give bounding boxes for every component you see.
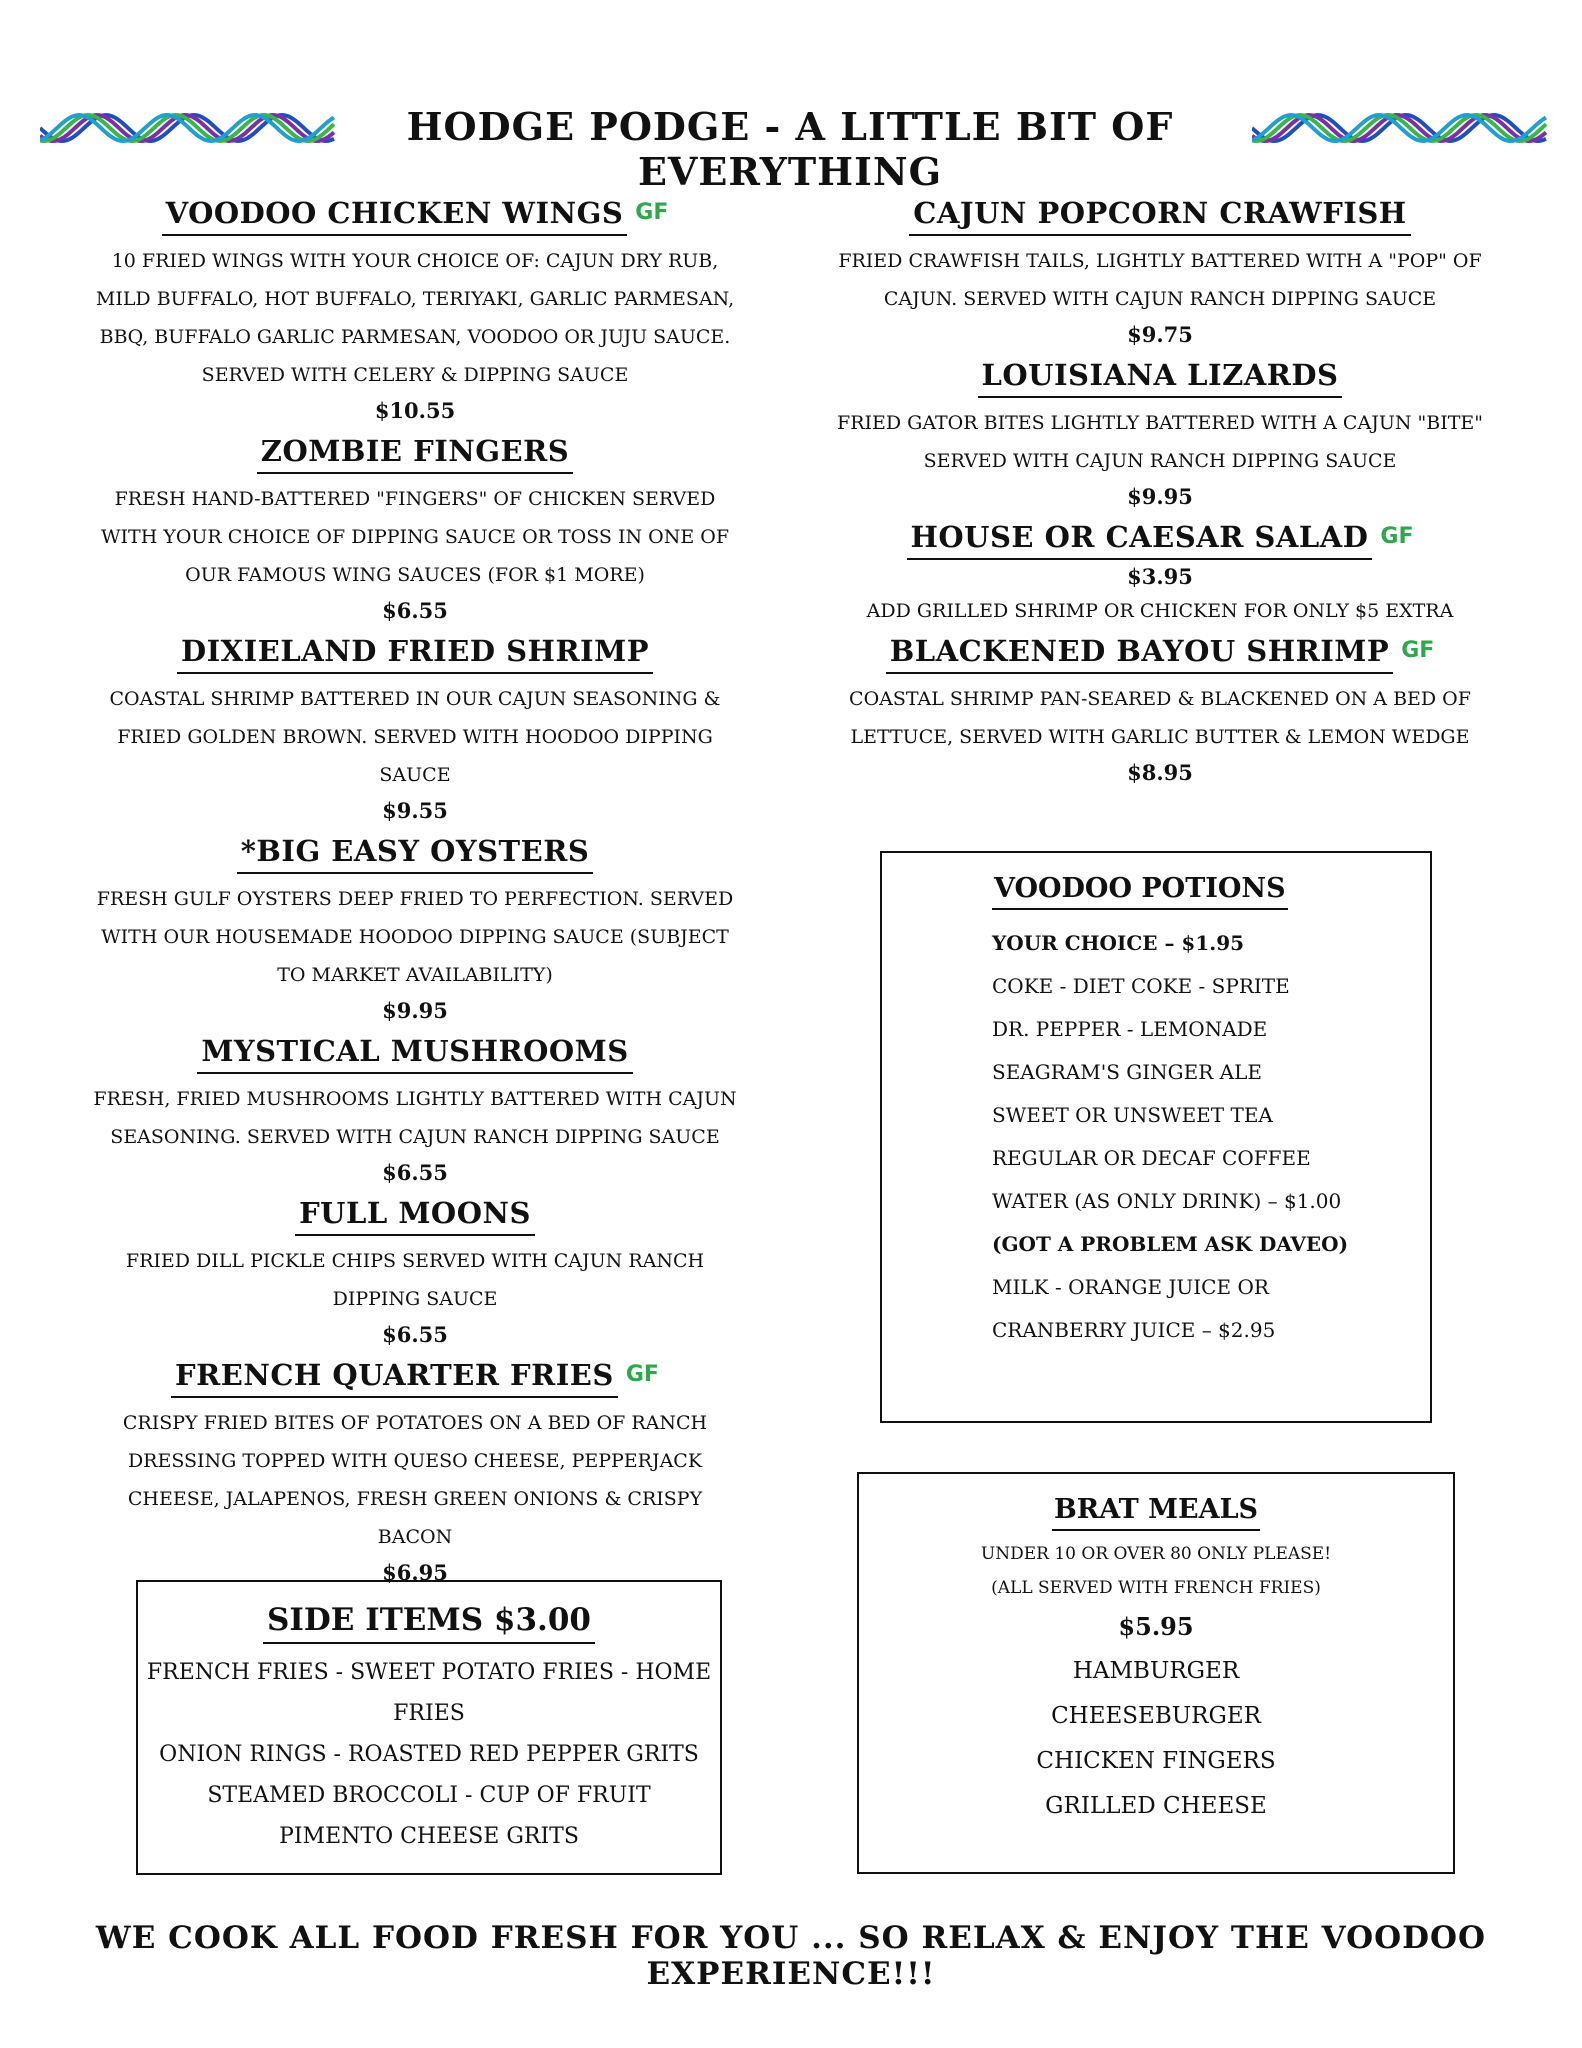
potion-line: DR. PEPPER - LEMONADE bbox=[992, 1017, 1268, 1041]
side-item-line: ONION RINGS - ROASTED RED PEPPER GRITS bbox=[159, 1742, 699, 1767]
menu-item bbox=[830, 520, 1490, 628]
side-item-line: STEAMED BROCCOLI - CUP OF FRUIT bbox=[207, 1783, 651, 1808]
brat-meal-item: HAMBURGER bbox=[1072, 1658, 1240, 1684]
menu-item bbox=[830, 358, 1490, 514]
item-title: BLACKENED BAYOU SHRIMP bbox=[886, 634, 1393, 674]
menu-item bbox=[85, 834, 745, 1028]
item-price: $6.55 bbox=[382, 1322, 448, 1347]
side-item-line: PIMENTO CHEESE GRITS bbox=[279, 1824, 579, 1849]
item-title: *BIG EASY OYSTERS bbox=[237, 834, 594, 874]
item-title: LOUISIANA LIZARDS bbox=[978, 358, 1343, 398]
item-price: $9.95 bbox=[1127, 484, 1193, 509]
item-description: CRISPY FRIED BITES OF POTATOES ON A BED OF RANCH DRESSING TOPPED WITH QUESO CHEESE, PEPPERJACK CHEESE, JALAPENOS, FRESH GREEN ONIONS & CRISPY BACON bbox=[122, 1412, 708, 1548]
potion-line: (GOT A PROBLEM ASK DAVEO) bbox=[992, 1232, 1349, 1256]
potion-line: COKE - DIET COKE - SPRITE bbox=[992, 974, 1290, 998]
voodoo-potions-title: VOODOO POTIONS bbox=[992, 873, 1288, 910]
item-description: FRESH, FRIED MUSHROOMS LIGHTLY BATTERED WITH CAJUN SEASONING. SERVED WITH CAJUN RANCH DIPPING SAUCE bbox=[93, 1088, 737, 1148]
gluten-free-badge: GF bbox=[635, 200, 669, 225]
item-description: 10 FRIED WINGS WITH YOUR CHOICE OF: CAJUN DRY RUB, MILD BUFFALO, HOT BUFFALO, TERIYAKI, GARLIC PARMESAN, BBQ, BUFFALO GARLIC PARMESAN, VOODOO OR JUJU SAUCE. SERVED WITH CELERY & DIPPING SAUCE bbox=[95, 250, 735, 386]
item-price: $3.95 bbox=[1127, 564, 1193, 589]
potion-line: SWEET OR UNSWEET TEA bbox=[992, 1103, 1273, 1127]
item-description: FRESH GULF OYSTERS DEEP FRIED TO PERFECTION. SERVED WITH OUR HOUSEMADE HOODOO DIPPING SAUCE (SUBJECT TO MARKET AVAILABILITY) bbox=[96, 888, 734, 986]
potion-line: YOUR CHOICE – $1.95 bbox=[992, 931, 1245, 955]
item-description: FRIED CRAWFISH TAILS, LIGHTLY BATTERED WITH A "POP" OF CAJUN. SERVED WITH CAJUN RANCH DIPPING SAUCE bbox=[838, 250, 1482, 310]
gluten-free-badge: GF bbox=[625, 1362, 659, 1387]
potion-line: REGULAR OR DECAF COFFEE bbox=[992, 1146, 1311, 1170]
item-description: FRIED GATOR BITES LIGHTLY BATTERED WITH A CAJUN "BITE" SERVED WITH CAJUN RANCH DIPPING SAUCE bbox=[837, 412, 1483, 472]
item-description: FRIED DILL PICKLE CHIPS SERVED WITH CAJUN RANCH DIPPING SAUCE bbox=[125, 1250, 705, 1310]
gluten-free-badge: GF bbox=[1380, 524, 1414, 549]
gluten-free-badge: GF bbox=[1401, 638, 1435, 663]
item-price: $10.55 bbox=[374, 398, 456, 423]
item-price: $6.55 bbox=[382, 598, 448, 623]
menu-item bbox=[830, 196, 1490, 352]
item-price: $9.95 bbox=[382, 998, 448, 1023]
item-price: $8.95 bbox=[1127, 760, 1193, 785]
potion-line: WATER (AS ONLY DRINK) – $1.00 bbox=[992, 1189, 1342, 1213]
menu-item bbox=[85, 434, 745, 628]
item-title: VOODOO CHICKEN WINGS bbox=[162, 196, 628, 236]
potion-line: CRANBERRY JUICE – $2.95 bbox=[992, 1318, 1276, 1342]
item-title: FRENCH QUARTER FRIES bbox=[171, 1358, 618, 1398]
brat-meals-price: $5.95 bbox=[1118, 1612, 1194, 1641]
item-description: COASTAL SHRIMP PAN-SEARED & BLACKENED ON A BED OF LETTUCE, SERVED WITH GARLIC BUTTER & LEMON WEDGE bbox=[849, 688, 1471, 748]
menu-item bbox=[85, 1196, 745, 1352]
wave-ornament-left bbox=[40, 108, 335, 148]
menu-item bbox=[830, 634, 1490, 790]
side-items-box bbox=[136, 1580, 722, 1875]
item-price: $9.55 bbox=[382, 798, 448, 823]
item-price: $9.75 bbox=[1127, 322, 1193, 347]
menu-item bbox=[85, 634, 745, 828]
side-items-title: SIDE ITEMS $3.00 bbox=[263, 1602, 595, 1644]
item-title: HOUSE OR CAESAR SALAD bbox=[907, 520, 1373, 560]
item-title: FULL MOONS bbox=[295, 1196, 535, 1236]
voodoo-potions-box bbox=[880, 851, 1432, 1423]
wave-ornament-right bbox=[1252, 108, 1547, 148]
item-title: DIXIELAND FRIED SHRIMP bbox=[177, 634, 653, 674]
item-price: $6.55 bbox=[382, 1160, 448, 1185]
brat-meals-note: UNDER 10 OR OVER 80 ONLY PLEASE! bbox=[980, 1544, 1332, 1564]
side-item-line: FRENCH FRIES - SWEET POTATO FRIES - HOME FRIES bbox=[146, 1660, 712, 1726]
brat-meal-item: GRILLED CHEESE bbox=[1045, 1793, 1267, 1819]
menu-item bbox=[85, 196, 745, 428]
item-title: CAJUN POPCORN CRAWFISH bbox=[909, 196, 1410, 236]
page-title: HODGE PODGE - A LITTLE BIT OF EVERYTHING bbox=[406, 104, 1174, 194]
brat-meal-item: CHICKEN FINGERS bbox=[1036, 1748, 1276, 1774]
potion-line: SEAGRAM'S GINGER ALE bbox=[992, 1060, 1262, 1084]
item-title: ZOMBIE FINGERS bbox=[257, 434, 573, 474]
brat-meals-box bbox=[857, 1472, 1455, 1874]
menu-header bbox=[0, 100, 1582, 194]
menu-item bbox=[85, 1034, 745, 1190]
potion-line: MILK - ORANGE JUICE OR bbox=[992, 1275, 1269, 1299]
brat-meals-note-fries: (ALL SERVED WITH FRENCH FRIES) bbox=[991, 1578, 1321, 1598]
item-extra-note: ADD GRILLED SHRIMP OR CHICKEN FOR ONLY $5 EXTRA bbox=[866, 600, 1454, 622]
item-description: COASTAL SHRIMP BATTERED IN OUR CAJUN SEASONING & FRIED GOLDEN BROWN. SERVED WITH HOODOO DIPPING SAUCE bbox=[109, 688, 721, 786]
menu-item bbox=[85, 1358, 745, 1590]
brat-meal-item: CHEESEBURGER bbox=[1051, 1703, 1261, 1729]
item-title: MYSTICAL MUSHROOMS bbox=[197, 1034, 632, 1074]
item-description: FRESH HAND-BATTERED "FINGERS" OF CHICKEN SERVED WITH YOUR CHOICE OF DIPPING SAUCE OR TOSS IN ONE OF OUR FAMOUS WING SAUCES (FOR $1 MORE) bbox=[100, 488, 730, 586]
left-menu-column bbox=[85, 196, 745, 1596]
item-price: $6.95 bbox=[382, 1560, 448, 1585]
footer-tagline: WE COOK ALL FOOD FRESH FOR YOU ... SO RELAX & ENJOY THE VOODOO EXPERIENCE!!! bbox=[95, 1920, 1487, 1992]
brat-meals-title: BRAT MEALS bbox=[1052, 1494, 1260, 1531]
right-menu-column bbox=[830, 196, 1490, 796]
